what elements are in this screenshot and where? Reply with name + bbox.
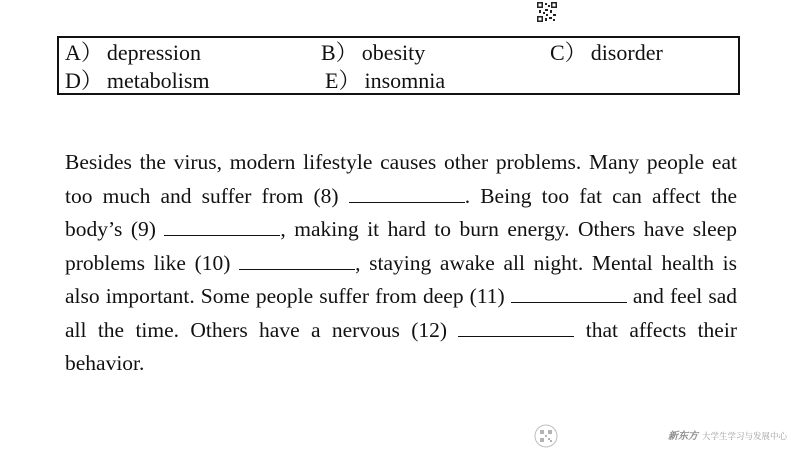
option-letter: C）: [550, 40, 587, 65]
option-letter: D）: [65, 68, 103, 93]
watermark-qr-icon: [534, 424, 558, 448]
passage-segment: that affects their behavior.: [65, 317, 737, 375]
option-e: [325, 68, 445, 94]
option-word: depression: [106, 40, 201, 65]
brand-text: 大学生学习与发展中心: [702, 432, 788, 442]
option-c: [550, 40, 663, 66]
passage-segment: , making it hard to burn energy. Others have sleep problems like (10): [65, 217, 737, 275]
qr-code-icon: [537, 2, 557, 22]
option-word: disorder: [590, 40, 663, 65]
passage-segment: Besides the virus, modern lifestyle causes other problems. Many people eat too much and suffer from (8): [65, 150, 737, 208]
answer-blank-10: [239, 253, 355, 270]
brand-logo: 新东方: [668, 431, 698, 442]
option-a: [65, 40, 201, 66]
options-box: [57, 36, 740, 95]
answer-blank-11: [511, 286, 627, 303]
answer-blank-12: [458, 320, 574, 337]
passage-text: [65, 146, 737, 381]
answer-blank-8: [349, 186, 465, 203]
option-letter: B）: [321, 40, 358, 65]
passage-segment: , staying awake all night. Mental health is also important. Some people suffer from deep (11): [65, 250, 737, 308]
option-letter: A）: [65, 40, 103, 65]
passage-segment: . Being too fat can affect the body’s (9): [65, 183, 737, 241]
option-b: [321, 40, 425, 66]
option-word: metabolism: [106, 68, 210, 93]
option-letter: E）: [325, 68, 361, 93]
option-d: [65, 68, 210, 94]
footer-brand: [668, 427, 787, 442]
passage-segment: and feel sad all the time. Others have a nervous (12): [65, 284, 737, 342]
option-word: obesity: [361, 40, 426, 65]
option-word: insomnia: [364, 68, 446, 93]
answer-blank-9: [164, 219, 280, 236]
